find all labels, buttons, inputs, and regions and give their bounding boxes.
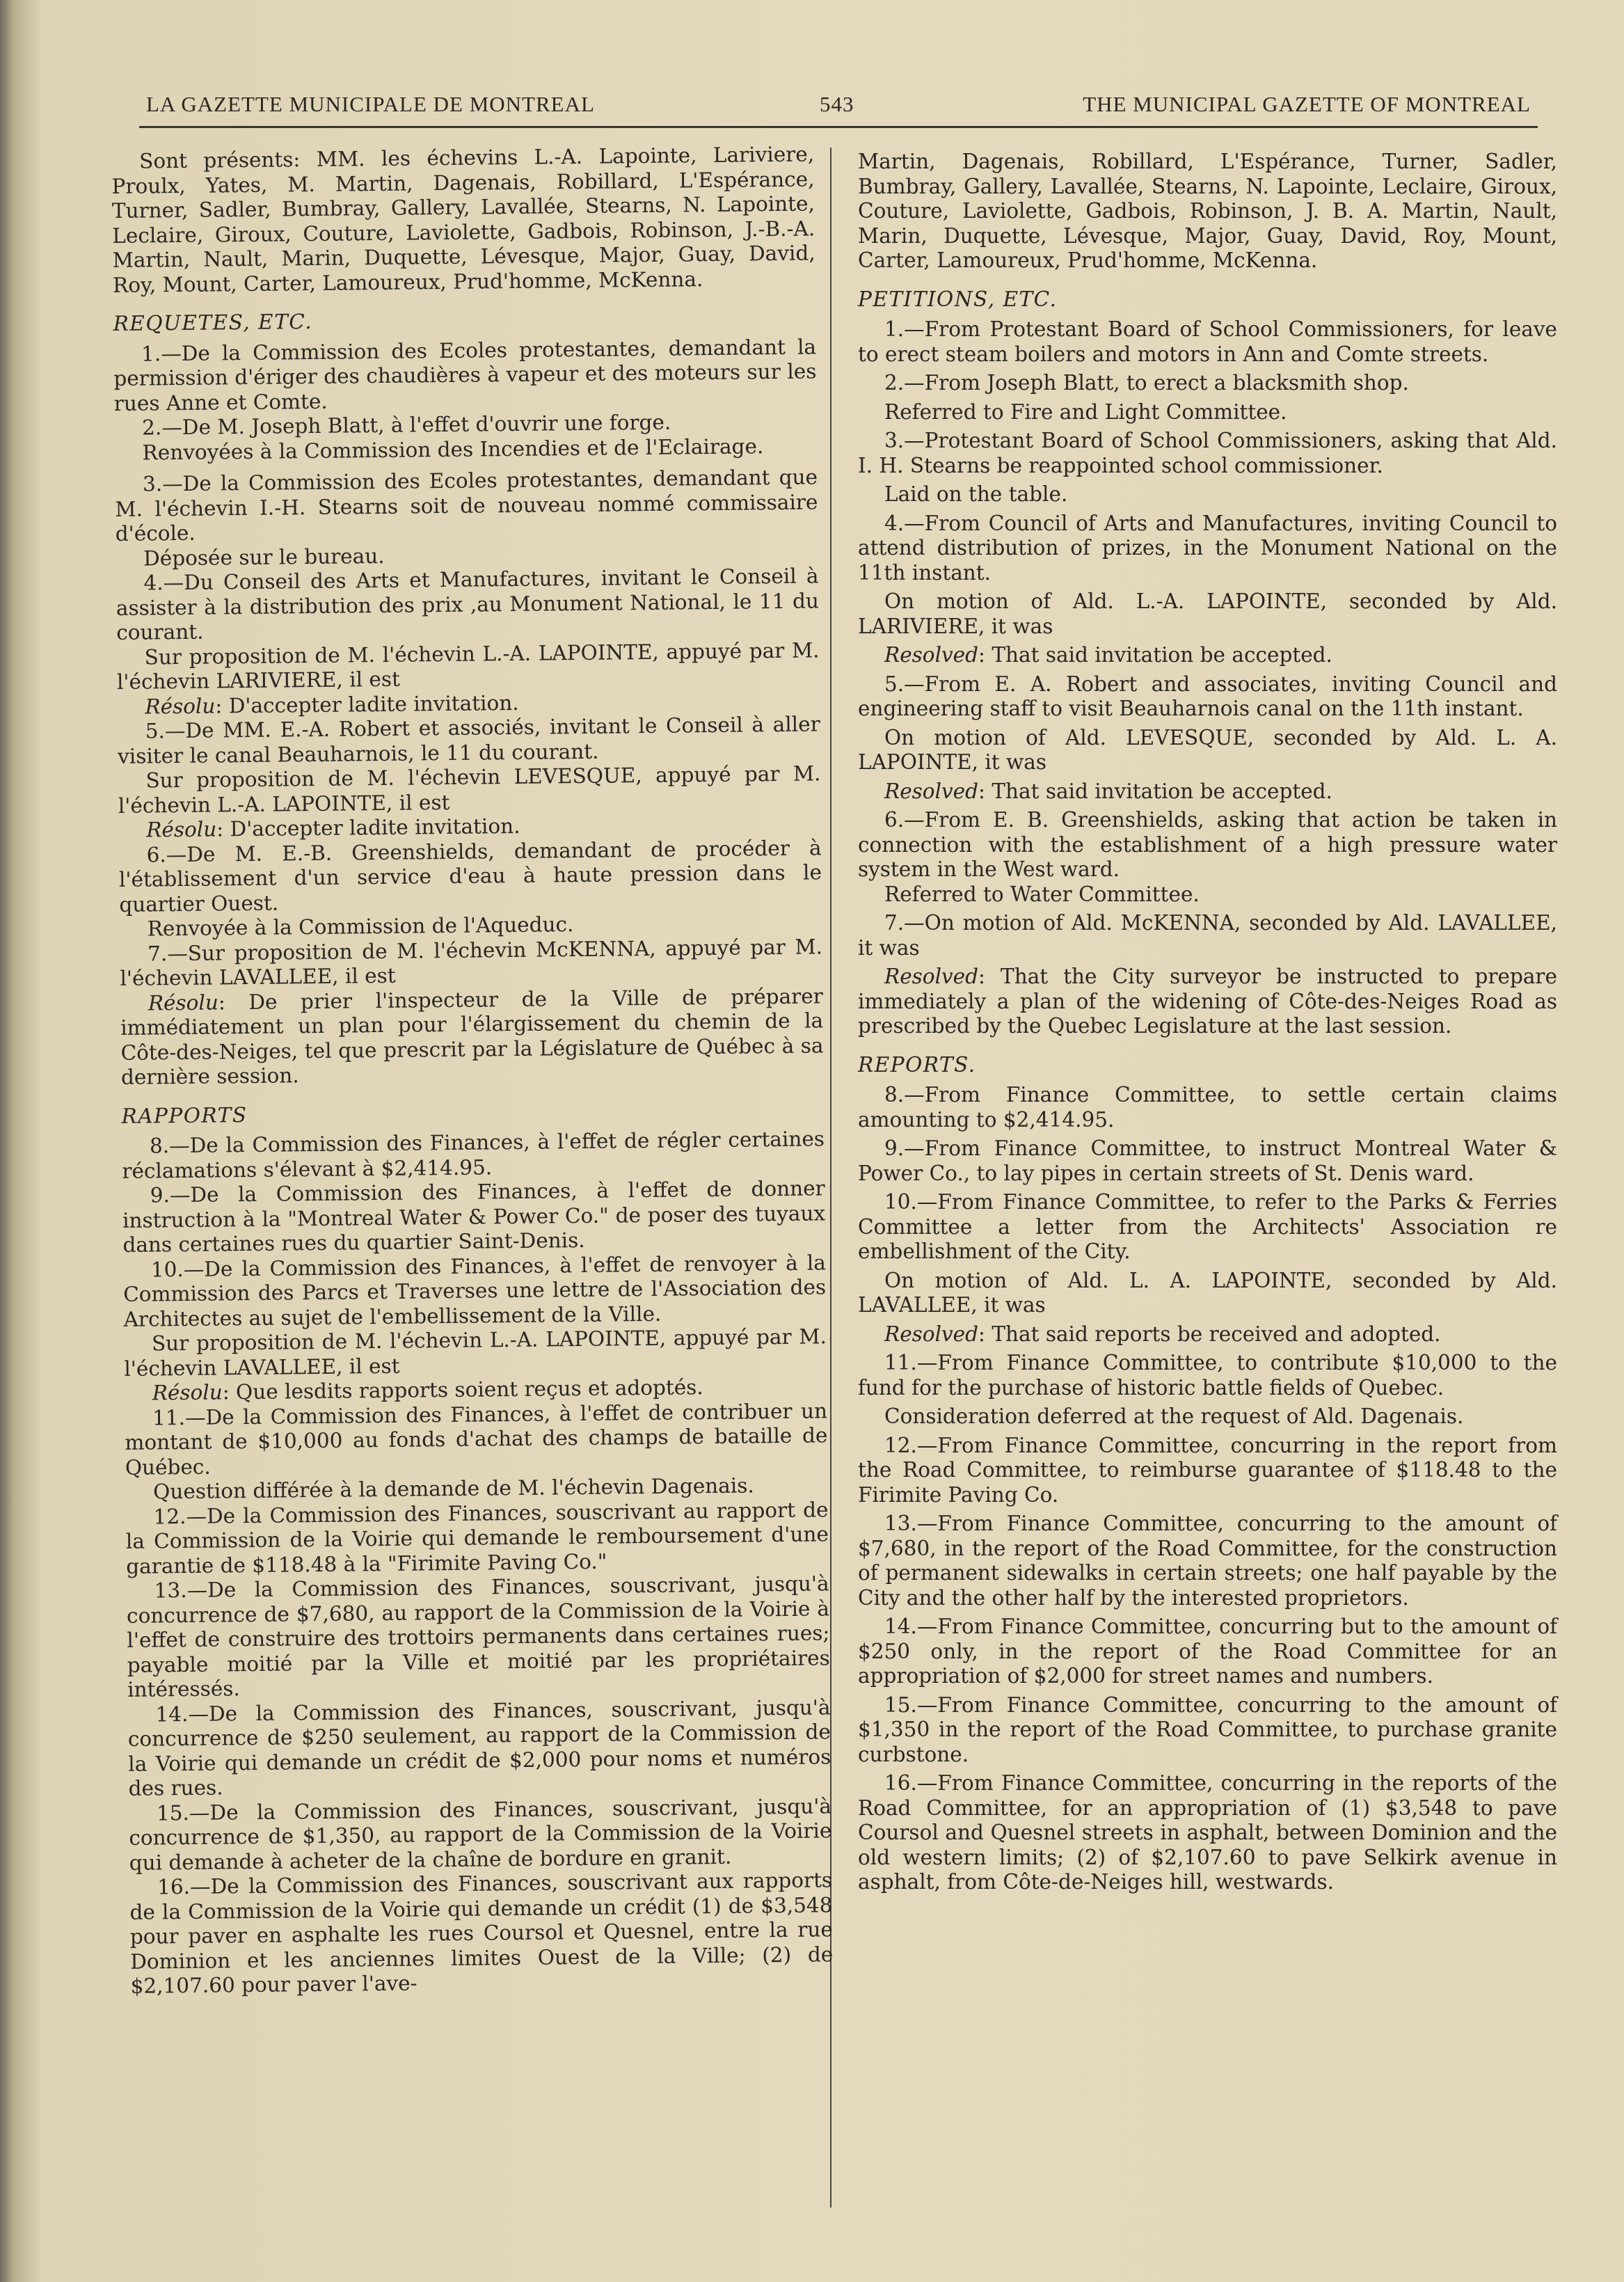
en-petitions-heading: PETITIONS, ETC.: [858, 287, 1058, 311]
fr-item-9: 9.—De la Commission des Finances, à l'effet de donner instruction à la "Montreal Water & Power Co." de poser des tuyaux dans certaines rues du quartier Saint-Denis.: [122, 1176, 826, 1257]
header-french-title: LA GAZETTE MUNICIPALE DE MONTREAL: [146, 92, 595, 116]
resolved-label: Resolved: [884, 1322, 979, 1346]
resolution-text: : D'accepter ladite invitation.: [215, 690, 519, 718]
en-item-14: 14.—From Finance Committee, concurring but to the amount of $250 only, in the report of the Road Committee for an appropriation of $2,000 for street names and numbers.: [858, 1615, 1557, 1688]
resolution-text: : That said invitation be accepted.: [978, 643, 1332, 667]
en-item-9: 9.—From Finance Committee, to instruct Montreal Water & Power Co., to lay pipes in certain streets of St. Denis ward.: [858, 1136, 1557, 1185]
resolution-text: : Que lesdits rapports soient reçus et adoptés.: [222, 1375, 703, 1404]
fr-item-2-note: Renvoyées à la Commission des Incendies et de l'Eclairage.: [142, 434, 764, 465]
en-item-7: 7.—On motion of Ald. McKENNA, seconded by Ald. LAVALLEE, it was: [858, 911, 1557, 960]
fr-item-15: 15.—De la Commission des Finances, souscrivant, jusqu'à concurrence de $1,350, au rapport de la Commission de la Voirie qui demande à acheter de la chaîne de bordure en granit.: [129, 1793, 832, 1875]
en-item-7-resolution: [858, 965, 1557, 1039]
fr-item-8: 8.—De la Commission des Finances, à l'effet de régler certaines réclamations s'élevant à $2,414.95.: [122, 1127, 825, 1183]
en-item-15: 15.—From Finance Committee, concurring to the amount of $1,350 in the report of the Road Committee, to purchase granite curbstone.: [858, 1693, 1557, 1766]
en-item-2-note: Referred to Fire and Light Committee.: [884, 399, 1287, 424]
resolved-label: Resolved: [884, 965, 979, 988]
fr-item-11-note: Question différée à la demande de M. l'échevin Dagenais.: [153, 1473, 754, 1504]
page-number: 543: [820, 92, 854, 116]
resolution-text: : D'accepter ladite invitation.: [216, 814, 520, 841]
fr-item-2: 2.—De M. Joseph Blatt, à l'effet d'ouvrir une forge.: [142, 410, 671, 440]
en-item-13: 13.—From Finance Committee, concurring to the amount of $7,680, in the report of the Road Committee, for the construction of permanent sidewalks in certain streets; one half payable by the City and the other half by the interested proprietors.: [858, 1512, 1557, 1610]
en-item-6: 6.—From E. B. Greenshields, asking that action be taken in connection with the establishment of a high pressure water system in the West ward.: [858, 808, 1557, 881]
en-item-6-note: Referred to Water Committee.: [884, 882, 1200, 906]
en-item-11: 11.—From Finance Committee, to contribute $10,000 to the fund for the purchase of historic battle fields of Quebec.: [858, 1351, 1557, 1400]
french-column: [111, 142, 834, 1999]
fr-present: Sont présents: MM. les échevins L.-A. Lapointe, Lariviere, Proulx, Yates, M. Martin, Dagenais, Robillard, L'Espérance, Turner, Sadler, Bumbray, Gallery, Lavallée, Stearns, N. Lapointe, Leclaire, Giroux, Couture, Laviolette, Gadbois, Robinson, J.-B.-A. Martin, Nault, Marin, Duquette, Lévesque, Major, Guay, David, Roy, Mount, Carter, Lamoureux, Prud'homme, McKenna.: [111, 142, 815, 297]
fr-item-3: 3.—De la Commission des Ecoles protestantes, demandant que M. l'échevin I.-H. Stearns soit de nouveau nommé commissaire d'école.: [115, 465, 818, 546]
en-item-3: 3.—Protestant Board of School Commissioners, asking that Ald. I. H. Stearns be reappointed school commissioner.: [858, 429, 1557, 477]
en-item-10-motion: On motion of Ald. L. A. LAPOINTE, seconded by Ald. LAVALLEE, it was: [858, 1268, 1557, 1317]
fr-item-11: 11.—De la Commission des Finances, à l'effet de contribuer un montant de $10,000 au fonds d'achat des champs de bataille de Québec.: [125, 1398, 828, 1480]
header-english-title: THE MUNICIPAL GAZETTE OF MONTREAL: [1083, 92, 1531, 116]
en-item-5-motion: On motion of Ald. LEVESQUE, seconded by Ald. L. A. LAPOINTE, it was: [858, 725, 1557, 774]
en-item-10: 10.—From Finance Committee, to refer to the Parks & Ferries Committee a letter from the Architects' Association re embellishment of the City.: [858, 1190, 1557, 1263]
en-item-10-resolution: [858, 1322, 1557, 1347]
fr-item-6-note: Renvoyée à la Commission de l'Aqueduc.: [147, 912, 574, 941]
fr-item-10-motion: Sur proposition de M. l'échevin L.-A. LAPOINTE, appuyé par M. l'échevin LAVALLEE, il est: [124, 1324, 827, 1381]
resolved-label: Resolved: [884, 643, 979, 667]
resolution-text: : That said reports be received and adopted.: [978, 1322, 1441, 1346]
en-reports-heading: REPORTS.: [858, 1052, 976, 1077]
resolu-label: Résolu: [148, 990, 219, 1015]
fr-item-4: 4.—Du Conseil des Arts et Manufactures, invitant le Conseil à assister à la distribution des prix ,au Monument National, le 11 du courant.: [116, 564, 820, 644]
fr-rapports-heading: RAPPORTS: [121, 1102, 248, 1128]
page-header: [146, 89, 1531, 131]
fr-item-10: 10.—De la Commission des Finances, à l'effet de renvoyer à la Commission des Parcs et Traverses une lettre de l'Association des Architectes au sujet de l'embellissement de la Ville.: [123, 1250, 827, 1331]
fr-item-14: 14.—De la Commission des Finances, souscrivant, jusqu'à concurrence de $250 seulement, au rapport de la Commission de la Voirie qui demande un crédit de $2,000 pour noms et numéros des rues.: [127, 1695, 831, 1800]
en-item-4-motion: On motion of Ald. L.-A. LAPOINTE, seconded by Ald. LARIVIERE, it was: [858, 589, 1557, 638]
en-item-5-resolution: [858, 779, 1557, 805]
header-rule: [139, 126, 1538, 128]
en-item-4-resolution: [858, 643, 1557, 668]
fr-item-13: 13.—De la Commission des Finances, souscrivant, jusqu'à concurrence de $7,680, au rapport de la Commission de la Voirie à l'effet de construire des trottoirs permanents dans certaines rues; payable moitié par la Ville et moitié par les propriétaires intéressés.: [126, 1571, 830, 1702]
en-item-2: 2.—From Joseph Blatt, to erect a blacksmith shop.: [884, 371, 1409, 395]
fr-item-16: 16.—De la Commission des Finances, souscrivant aux rapports de la Commission de la Voirie qui demande un crédit (1) de $3,548 pour paver en asphalte les rues Coursol et Quesnel, entre la rue Dominion et les anciennes limites Ouest de la Ville; (2) de $2,107.60 pour paver l'ave-: [129, 1868, 834, 1998]
fr-item-3-note: Déposée sur le bureau.: [143, 544, 385, 571]
resolu-label: Résolu: [152, 1380, 223, 1405]
resolu-label: Résolu: [145, 693, 216, 719]
fr-item-4-motion: Sur proposition de M. l'échevin L.-A. LAPOINTE, appuyé par M. l'échevin LARIVIERE, il est: [116, 637, 820, 694]
fr-item-5: 5.—De MM. E.-A. Robert et associés, invitant le Conseil à aller visiter le canal Beauharnois, le 11 du courant.: [117, 712, 820, 768]
en-item-11-note: Consideration deferred at the request of Ald. Dagenais.: [884, 1404, 1464, 1428]
resolution-text: : That said invitation be accepted.: [978, 779, 1332, 803]
en-item-3-note: Laid on the table.: [884, 482, 1068, 506]
fr-item-5-motion: Sur proposition de M. l'échevin LEVESQUE, appuyé par M. l'échevin L.-A. LAPOINTE, il est: [118, 761, 821, 818]
en-item-12: 12.—From Finance Committee, concurring in the report from the Road Committee, to reimburse guarantee of $118.48 to the Firimite Paving Co.: [858, 1433, 1557, 1507]
fr-item-7-resolution: [120, 984, 824, 1091]
english-column: [858, 150, 1557, 1895]
fr-requetes-heading: REQUETES, ETC.: [113, 309, 313, 335]
resolu-label: Résolu: [146, 817, 217, 842]
resolved-label: Resolved: [884, 779, 979, 803]
en-item-4: 4.—From Council of Arts and Manufactures, inviting Council to attend distribution of prizes, in the Monument National on the 11th instant.: [858, 511, 1557, 585]
fr-item-1: 1.—De la Commission des Ecoles protestantes, demandant la permission d'ériger des chaudières à vapeur et des moteurs sur les rues Anne et Comte.: [113, 334, 817, 415]
en-item-1: 1.—From Protestant Board of School Commissioners, for leave to erect steam boilers and motors in Ann and Comte streets.: [858, 317, 1557, 366]
fr-item-12: 12.—De la Commission des Finances, souscrivant au rapport de la Commission de la Voirie qui demande le remboursement d'une garantie de $118.48 à la "Firimite Paving Co.": [125, 1497, 829, 1578]
en-item-8: 8.—From Finance Committee, to settle certain claims amounting to $2,414.95.: [858, 1083, 1557, 1132]
resolution-text: : That the City surveyor be instructed to prepare immediately a plan of the widening of Côte-des-Neiges Road as prescribed by the Quebec Legislature at the last session.: [858, 965, 1557, 1038]
fr-item-7: 7.—Sur proposition de M. l'échevin McKENNA, appuyé par M. l'échevin LAVALLEE, il est: [120, 934, 823, 990]
fr-item-6: 6.—De M. E.-B. Greenshields, demandant de procéder à l'établissement d'un service d'eau à haute pression dans le quartier Ouest.: [118, 835, 822, 917]
en-present: Martin, Dagenais, Robillard, L'Espérance, Turner, Sadler, Bumbray, Gallery, Lavallée, Stearns, N. Lapointe, Leclaire, Giroux, Couture, Laviolette, Gadbois, Robinson, J. B. A. Martin, Nault, Marin, Duquette, Lévesque, Major, Guay, David, Roy, Mount, Carter, Lamoureux, Prud'homme, McKenna.: [858, 150, 1557, 272]
en-item-5: 5.—From E. A. Robert and associates, inviting Council and engineering staff to visit Beauharnois canal on the 11th instant.: [858, 672, 1557, 720]
en-item-16: 16.—From Finance Committee, concurring in the reports of the Road Committee, for an appropriation of (1) $3,548 to pave Coursol and Quesnel streets in asphalt, between Dominion and the old western limits; (2) of $2,107.60 to pave Selkirk avenue in asphalt, from Côte-de-Neiges hill, westwards.: [858, 1771, 1557, 1894]
resolution-text: : De prier l'inspecteur de la Ville de préparer immédiatement un plan pour l'élargissement du chemin de la Côte-des-Neiges, tel que prescrit par la Législature de Québec à sa dernière session.: [120, 983, 824, 1089]
